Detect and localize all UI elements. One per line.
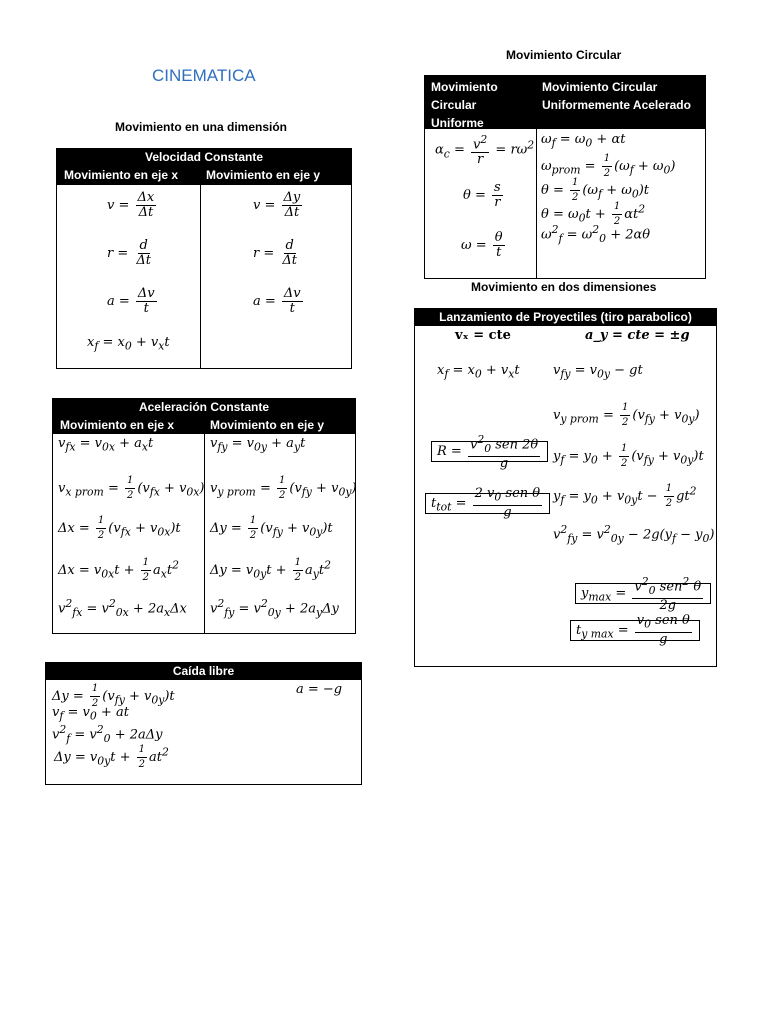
aceleracion-col-x: Movimiento en eje x [60,418,175,432]
range-formula-box: R = $\frac{v^2_0 sen 2\theta}{g}$ [431,433,548,471]
formula: a = $\frac{\Delta v}{t}$ [253,286,301,316]
velocidad-title: Velocidad Constante [144,150,264,164]
formula: Δy = $\frac{1}{2}$ $(v_{fy} + v_{0y})t$ [210,515,333,541]
formula: a = $\frac{\Delta v}{t}$ [107,286,155,316]
formula: Δx = $\frac{1}{2}$ $(v_{fx} + v_{0x})t$ [58,515,181,541]
formula: $v_{y prom}$ = $\frac{1}{2}$ $(v_{fy} + v_{0y})$ [210,475,357,501]
formula: ω = $\frac{\theta}{t}$ [461,230,503,260]
formula: $\Delta y = v_{0y}t$ + $\frac{1}{2}$ $a_yt^2$ [210,557,332,583]
circular-col-2: Movimiento Circular Uniformemente Acelerado [542,80,691,112]
flight-time-formula-box: $t_{tot}$ = $\frac{2 v_0 sen \theta}{g}$ [425,487,550,520]
circular-col-1: Movimiento Circular Uniforme [431,80,498,130]
formula: $v_{fy} = v_{0y}$ − gt [553,363,643,381]
max-height-formula-box: $y_{max}$ = $\frac{v^2_0 sen^2 \theta}{2g}$ [575,575,711,613]
formula: a = −g [296,682,343,697]
formula: θ = $\frac{s}{r}$ [463,180,501,210]
aceleracion-col-y: Movimiento en eje y [210,418,325,432]
formula: $v_{fy} = v_{0y} + a_yt$ [210,436,306,454]
caida-table [45,662,362,785]
formula: $v^2_f = v^2_0 + 2a\Delta y$ [52,723,163,745]
formula: $v_{y prom}$ = $\frac{1}{2}$ $(v_{fy} + v_{0y})$ [553,402,700,428]
page-title: CINEMATICA [152,66,256,85]
vx-constant: vₓ = cte [455,328,511,343]
formula: $\omega_f = \omega_0 + \alpha t$ [541,132,626,150]
formula: r = $\frac{d}{\Delta t}$ [107,238,151,268]
two-dim-heading: Movimiento en dos dimensiones [471,280,657,294]
formula: $\Delta y = v_{0y}t$ + $\frac{1}{2}$ $at^2$ [54,744,169,770]
aceleracion-title: Aceleración Constante [138,400,270,414]
formula: $y_f = y_0$ + $\frac{1}{2}$ $(v_{fy} + v_{0y})t$ [553,443,704,469]
formula: $\alpha_c$ = $\frac{v^2}{r}$ = $r\omega^2$ [435,133,535,168]
formula: v = $\frac{\Delta y}{\Delta t}$ [253,190,301,220]
velocidad-col-y: Movimiento en eje y [206,168,321,182]
caida-title: Caída libre [46,663,361,680]
formula: $v_{fx} = v_{0x} + a_xt$ [58,436,154,454]
formula: Δy = $\frac{1}{2}$ $(v_{fy} + v_{0y})t$ [52,683,175,709]
formula: $x_f = x_0 + v_xt$ [437,363,520,381]
formula: $\omega_{prom}$ = $\frac{1}{2}$ $(\omega_f + \omega_0)$ [541,153,676,179]
proyectiles-table [414,308,717,667]
formula: θ = $\frac{1}{2}$ $(\omega_f + \omega_0)t$ [541,177,650,203]
circular-heading: Movimiento Circular [506,48,622,62]
formula: $\omega^2_f = \omega^2_0 + 2\alpha\theta$ [541,223,651,245]
formula: r = $\frac{d}{\Delta t}$ [253,238,297,268]
proyectiles-title: Lanzamiento de Proyectiles (tiro parabolico) [415,309,716,326]
max-time-formula-box: $t_{y max}$ = $\frac{v_0 sen \theta}{g}$ [570,614,700,647]
formula: $v^2_{fy} = v^2_{0y} - 2g(y_f - y_0)$ [553,523,715,545]
formula: $v_{x prom}$ = $\frac{1}{2}$ $(v_{fx} + v_{0x})$ [58,475,205,501]
formula: $x_f = x_0 + v_xt$ [87,335,170,353]
formula: $\Delta x = v_{0x}t$ + $\frac{1}{2}$ $a_xt^2$ [58,557,179,583]
ay-constant: a_y = cte = ±g [585,328,690,343]
formula: $v_f = v_0$ + at [52,705,129,723]
circular-table [424,75,706,279]
formula: $\theta = \omega_0t$ + $\frac{1}{2}$ $\alpha t^2$ [541,201,646,227]
formula: v = $\frac{\Delta x}{\Delta t}$ [107,190,155,220]
formula: $y_f = y_0 + v_{0y}t$ − $\frac{1}{2}$ $gt^2$ [553,483,697,509]
velocidad-col-x: Movimiento en eje x [64,168,179,182]
velocidad-table [56,148,352,369]
aceleracion-table [52,398,356,634]
formula: $v^2_{fy} = v^2_{0y} + 2a_y\Delta y$ [210,597,339,619]
formula: $v^2_{fx} = v^2_{0x} + 2a_x\Delta x$ [58,597,187,619]
one-dim-heading: Movimiento en una dimensión [115,120,288,134]
